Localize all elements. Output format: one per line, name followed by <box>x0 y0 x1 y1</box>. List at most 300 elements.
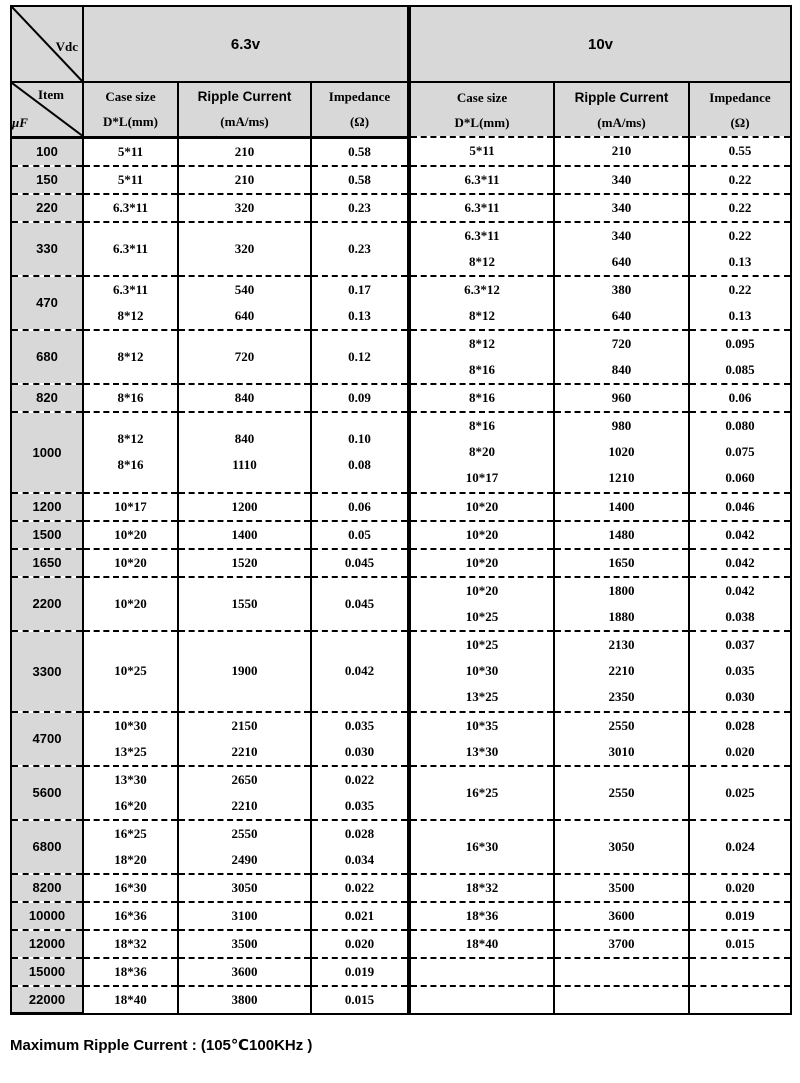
ripple-cell-6v3 <box>178 412 311 493</box>
cell-line: 2210 <box>608 663 635 678</box>
ripple-cell-6v3 <box>178 631 311 712</box>
cell-line: 6.3*11 <box>464 199 500 215</box>
cell-line: 6.3*11 <box>112 240 149 256</box>
cell-line: 210 <box>234 171 255 187</box>
ripple-cell-6v3 <box>178 820 311 874</box>
ripple-cell-10v <box>554 222 689 276</box>
table-row <box>11 330 791 384</box>
cell-line: 18*32 <box>114 935 147 951</box>
impedance-cell-6v3 <box>311 137 409 166</box>
cell-line: 2350 <box>608 689 635 704</box>
cell-line: 1210 <box>608 470 635 485</box>
ripple-cell-10v <box>554 330 689 384</box>
ripple-cell-10v <box>554 902 689 930</box>
cell-line: 3500 <box>231 935 258 951</box>
case-size-cell-6v3 <box>83 384 178 412</box>
cell-line: 0.06 <box>728 389 752 405</box>
cell-line: 640 <box>611 253 632 269</box>
uf-cell: 10000 <box>11 902 83 930</box>
impedance-cell-10v <box>689 549 791 577</box>
cell-line: 0.045 <box>344 595 375 611</box>
ripple-cell-10v <box>554 194 689 222</box>
impedance-cell-10v <box>689 577 791 631</box>
cell-line: 0.028 <box>725 717 755 733</box>
cell-line: 0.022 <box>344 879 375 895</box>
cell-line: 3050 <box>608 838 635 854</box>
cell-line: 16*30 <box>114 879 147 895</box>
cell-line: 1800 <box>608 582 635 598</box>
cell-line: 2550 <box>231 825 258 841</box>
cell-line: 720 <box>611 335 632 351</box>
impedance-cell-6v3 <box>311 631 409 712</box>
col-header-case-size-6v3: Case size D*L(mm) <box>83 82 178 137</box>
table-row <box>11 577 791 631</box>
cell-line: 3600 <box>608 907 635 923</box>
case-size-cell-6v3 <box>83 412 178 493</box>
ripple-cell-6v3 <box>178 384 311 412</box>
cell-line: 1650 <box>608 554 635 570</box>
impedance-cell-10v <box>689 766 791 820</box>
ripple-cell-6v3 <box>178 766 311 820</box>
cell-line: 10*17 <box>114 498 147 514</box>
uf-cell: 1500 <box>11 521 83 549</box>
ripple-cell-6v3 <box>178 902 311 930</box>
cell-line: 18*40 <box>114 991 147 1007</box>
ripple-cell-10v <box>554 137 689 166</box>
ripple-cell-10v <box>554 766 689 820</box>
cell-line: 1110 <box>232 457 257 472</box>
impedance-cell-6v3 <box>311 549 409 577</box>
cell-line: 0.038 <box>725 608 755 624</box>
cell-line: 0.22 <box>728 227 752 243</box>
uf-cell: 22000 <box>11 986 83 1014</box>
case-size-cell-6v3 <box>83 902 178 930</box>
cell-line: 8*16 <box>469 418 495 433</box>
uf-cell: 15000 <box>11 958 83 986</box>
uf-cell: 8200 <box>11 874 83 902</box>
case-size-cell-6v3 <box>83 493 178 521</box>
case-size-cell-10v <box>409 493 554 521</box>
case-size-cell-10v <box>409 766 554 820</box>
cell-line: 0.035 <box>725 663 755 678</box>
cell-line: 0.22 <box>728 199 752 215</box>
table-row <box>11 521 791 549</box>
cell-line: 0.035 <box>344 717 375 733</box>
col-header-ripple-6v3: Ripple Current (mA/ms) <box>178 82 311 137</box>
cell-line: 2210 <box>231 743 258 759</box>
uf-cell: 3300 <box>11 631 83 712</box>
case-size-cell-10v <box>409 412 554 493</box>
impedance-cell-6v3 <box>311 222 409 276</box>
impedance-cell-10v <box>689 958 791 986</box>
impedance-cell-10v <box>689 820 791 874</box>
cell-line: 0.22 <box>728 281 752 297</box>
cell-line: 0.13 <box>728 253 752 269</box>
impedance-cell-10v <box>689 902 791 930</box>
table-row <box>11 820 791 874</box>
cell-line: 2130 <box>608 637 635 652</box>
uf-cell: 12000 <box>11 930 83 958</box>
cell-line: 0.034 <box>344 851 375 867</box>
cell-line: 2210 <box>231 797 258 813</box>
table-row <box>11 631 791 712</box>
ripple-cell-10v <box>554 166 689 194</box>
table-row <box>11 549 791 577</box>
case-size-cell-6v3 <box>83 766 178 820</box>
cell-line: 8*16 <box>117 389 144 405</box>
table-row <box>11 384 791 412</box>
ripple-cell-10v <box>554 712 689 766</box>
cell-line: 0.22 <box>728 171 752 187</box>
cell-line: 0.046 <box>725 498 755 514</box>
impedance-cell-10v <box>689 712 791 766</box>
ripple-cell-10v <box>554 986 689 1014</box>
cell-line: 0.042 <box>725 582 755 598</box>
spec-table <box>10 5 792 1015</box>
cell-line: 0.08 <box>348 457 371 472</box>
impedance-cell-10v <box>689 384 791 412</box>
cell-line: 8*12 <box>117 348 144 364</box>
uf-cell: 820 <box>11 384 83 412</box>
impedance-cell-6v3 <box>311 384 409 412</box>
uf-cell: 6800 <box>11 820 83 874</box>
cell-line: 2490 <box>231 851 258 867</box>
cell-line: 0.085 <box>725 361 755 377</box>
impedance-cell-10v <box>689 493 791 521</box>
cell-line: 2150 <box>231 717 258 733</box>
impedance-cell-10v <box>689 166 791 194</box>
ripple-cell-6v3 <box>178 930 311 958</box>
cell-line: 13*25 <box>114 743 147 759</box>
cell-line: 320 <box>234 199 255 215</box>
uf-cell: 1200 <box>11 493 83 521</box>
uf-cell: 150 <box>11 166 83 194</box>
cell-line: 5*11 <box>117 143 144 159</box>
cell-line: 3500 <box>608 879 635 895</box>
case-size-cell-6v3 <box>83 930 178 958</box>
case-size-cell-6v3 <box>83 166 178 194</box>
impedance-cell-10v <box>689 631 791 712</box>
cell-line: 1400 <box>608 498 635 514</box>
cell-line: 2550 <box>608 784 635 800</box>
uf-cell: 330 <box>11 222 83 276</box>
cell-line: 0.09 <box>348 389 371 405</box>
cell-line: 0.015 <box>725 935 755 951</box>
cell-line: 10*20 <box>465 554 499 570</box>
table-row <box>11 930 791 958</box>
case-size-cell-10v <box>409 166 554 194</box>
cell-line: 2550 <box>608 717 635 733</box>
cell-line: 0.13 <box>728 307 752 323</box>
corner-item-cell <box>11 82 83 137</box>
cell-line: 0.075 <box>725 444 755 459</box>
cell-line: 10*20 <box>465 582 499 598</box>
cell-line: 0.019 <box>344 963 375 979</box>
cell-line: 210 <box>234 143 255 159</box>
cell-line: 13*30 <box>465 743 499 759</box>
impedance-cell-6v3 <box>311 712 409 766</box>
cell-line: 0.23 <box>348 199 371 215</box>
cell-line: 640 <box>611 307 632 323</box>
cell-line: 0.019 <box>725 907 755 923</box>
cell-line: 16*25 <box>465 784 499 800</box>
ripple-cell-10v <box>554 958 689 986</box>
cell-line: 6.3*12 <box>464 281 500 297</box>
table-row <box>11 874 791 902</box>
ripple-cell-10v <box>554 549 689 577</box>
impedance-cell-10v <box>689 412 791 493</box>
impedance-cell-10v <box>689 137 791 166</box>
col-header-impedance-10v: Impedance (Ω) <box>689 82 791 137</box>
impedance-cell-6v3 <box>311 194 409 222</box>
ripple-cell-6v3 <box>178 166 311 194</box>
impedance-cell-6v3 <box>311 766 409 820</box>
cell-line: 3010 <box>608 743 635 759</box>
cell-line: 13*30 <box>114 771 147 787</box>
cell-line: 18*40 <box>465 935 499 951</box>
case-size-cell-6v3 <box>83 194 178 222</box>
cell-line: 16*30 <box>465 838 499 854</box>
cell-line: 0.015 <box>344 991 375 1007</box>
uf-cell: 220 <box>11 194 83 222</box>
case-size-cell-6v3 <box>83 222 178 276</box>
case-size-cell-10v <box>409 330 554 384</box>
cell-line: 16*25 <box>114 825 147 841</box>
voltage-group-6v3: 6.3v <box>83 6 409 82</box>
cell-line: 0.024 <box>725 838 755 854</box>
impedance-cell-6v3 <box>311 902 409 930</box>
cell-line: 18*36 <box>114 963 147 979</box>
uf-cell: 470 <box>11 276 83 330</box>
case-size-cell-10v <box>409 222 554 276</box>
cell-line: 1400 <box>231 526 258 542</box>
impedance-cell-10v <box>689 521 791 549</box>
cell-line: 840 <box>611 361 632 377</box>
impedance-cell-6v3 <box>311 412 409 493</box>
cell-line: 10*30 <box>114 717 147 733</box>
case-size-cell-10v <box>409 820 554 874</box>
cell-line: 3050 <box>231 879 258 895</box>
voltage-group-10v: 10v <box>409 6 791 82</box>
ripple-cell-6v3 <box>178 577 311 631</box>
cell-line: 10*25 <box>465 637 499 652</box>
cell-line: 6.3*11 <box>112 281 149 297</box>
cell-line: 0.13 <box>348 307 371 323</box>
cell-line: 0.025 <box>725 784 755 800</box>
cell-line: 0.037 <box>725 637 755 652</box>
case-size-cell-10v <box>409 986 554 1014</box>
cell-line: 3100 <box>231 907 258 923</box>
impedance-cell-10v <box>689 330 791 384</box>
ripple-cell-6v3 <box>178 874 311 902</box>
ripple-cell-6v3 <box>178 330 311 384</box>
cell-line: 8*16 <box>117 457 144 472</box>
cell-line: 10*20 <box>114 554 147 570</box>
ripple-cell-10v <box>554 631 689 712</box>
cell-line: 10*35 <box>465 717 499 733</box>
cell-line: 8*16 <box>469 389 495 405</box>
cell-line: 8*16 <box>469 361 495 377</box>
cell-line: 0.10 <box>348 431 371 446</box>
uf-cell: 1000 <box>11 412 83 493</box>
ripple-cell-10v <box>554 493 689 521</box>
cell-line: 16*36 <box>114 907 147 923</box>
uf-label: μF <box>12 114 28 130</box>
ripple-cell-10v <box>554 384 689 412</box>
cell-line: 0.17 <box>348 281 371 297</box>
cell-line: 0.045 <box>344 554 375 570</box>
cell-line: 10*30 <box>465 663 499 678</box>
table-row <box>11 712 791 766</box>
impedance-cell-6v3 <box>311 986 409 1014</box>
cell-line: 10*25 <box>465 608 499 624</box>
cell-line: 10*17 <box>465 470 499 485</box>
case-size-cell-10v <box>409 276 554 330</box>
cell-line: 0.12 <box>348 348 371 364</box>
cell-line: 0.23 <box>348 240 371 256</box>
table-row <box>11 902 791 930</box>
cell-line: 980 <box>611 418 632 433</box>
case-size-cell-6v3 <box>83 276 178 330</box>
table-row <box>11 276 791 330</box>
cell-line: 210 <box>611 143 632 159</box>
impedance-cell-6v3 <box>311 874 409 902</box>
cell-line: 0.042 <box>725 526 755 542</box>
uf-cell: 5600 <box>11 766 83 820</box>
case-size-cell-10v <box>409 194 554 222</box>
impedance-cell-10v <box>689 194 791 222</box>
cell-line: 540 <box>234 281 255 297</box>
cell-line: 3800 <box>231 991 258 1007</box>
footer-note: Maximum Ripple Current : (105℃100KHz ) <box>10 1037 313 1054</box>
item-label: Item <box>38 87 64 102</box>
impedance-cell-6v3 <box>311 521 409 549</box>
ripple-cell-6v3 <box>178 222 311 276</box>
case-size-cell-10v <box>409 958 554 986</box>
cell-line: 0.028 <box>344 825 375 841</box>
ripple-cell-6v3 <box>178 137 311 166</box>
impedance-cell-10v <box>689 986 791 1014</box>
case-size-cell-10v <box>409 902 554 930</box>
impedance-cell-6v3 <box>311 276 409 330</box>
cell-line: 0.55 <box>728 143 752 159</box>
case-size-cell-10v <box>409 549 554 577</box>
table-row <box>11 958 791 986</box>
cell-line: 0.58 <box>348 143 371 159</box>
cell-line: 0.095 <box>725 335 755 351</box>
ripple-cell-10v <box>554 521 689 549</box>
cell-line: 340 <box>611 171 632 187</box>
cell-line: 8*12 <box>469 253 495 269</box>
cell-line: 0.030 <box>344 743 375 759</box>
case-size-cell-10v <box>409 521 554 549</box>
cell-line: 0.58 <box>348 171 371 187</box>
impedance-cell-6v3 <box>311 330 409 384</box>
ripple-cell-6v3 <box>178 276 311 330</box>
header-row-columns <box>11 82 791 137</box>
cell-line: 340 <box>611 227 632 243</box>
cell-line: 0.020 <box>725 879 755 895</box>
cell-line: 1480 <box>608 526 635 542</box>
cell-line: 6.3*11 <box>464 227 500 243</box>
cell-line: 1880 <box>608 608 635 624</box>
cell-line: 5*11 <box>117 171 144 187</box>
cell-line: 8*12 <box>117 307 144 323</box>
cell-line: 1520 <box>231 554 258 570</box>
cell-line: 8*12 <box>117 431 144 446</box>
vdc-label: Vdc <box>55 39 78 54</box>
cell-line: 16*20 <box>114 797 147 813</box>
case-size-cell-10v <box>409 874 554 902</box>
cell-line: 840 <box>234 389 255 405</box>
cell-line: 0.042 <box>725 554 755 570</box>
case-size-cell-10v <box>409 137 554 166</box>
ripple-cell-10v <box>554 930 689 958</box>
col-header-ripple-10v: Ripple Current (mA/ms) <box>554 82 689 137</box>
cell-line: 0.060 <box>725 470 755 485</box>
impedance-cell-10v <box>689 930 791 958</box>
cell-line: 1020 <box>608 444 635 459</box>
table-row <box>11 986 791 1014</box>
cell-line: 0.022 <box>344 771 375 787</box>
cell-line: 0.06 <box>348 498 371 514</box>
case-size-cell-6v3 <box>83 712 178 766</box>
impedance-cell-6v3 <box>311 493 409 521</box>
col-header-impedance-6v3: Impedance (Ω) <box>311 82 409 137</box>
cell-line: 0.035 <box>344 797 375 813</box>
cell-line: 18*36 <box>465 907 499 923</box>
cell-line: 8*20 <box>469 444 495 459</box>
ripple-cell-6v3 <box>178 521 311 549</box>
ripple-cell-10v <box>554 276 689 330</box>
corner-vdc-cell <box>11 6 83 82</box>
impedance-cell-6v3 <box>311 820 409 874</box>
table-row <box>11 766 791 820</box>
cell-line: 10*20 <box>465 526 499 542</box>
impedance-cell-10v <box>689 276 791 330</box>
table-row <box>11 222 791 276</box>
table-row <box>11 194 791 222</box>
ripple-cell-6v3 <box>178 549 311 577</box>
cell-line: 5*11 <box>469 143 495 159</box>
cell-line: 0.021 <box>344 907 375 923</box>
cell-line: 720 <box>234 348 255 364</box>
cell-line: 13*25 <box>465 689 499 704</box>
cell-line: 960 <box>611 389 632 405</box>
case-size-cell-10v <box>409 712 554 766</box>
case-size-cell-10v <box>409 930 554 958</box>
case-size-cell-6v3 <box>83 986 178 1014</box>
case-size-cell-6v3 <box>83 521 178 549</box>
cell-line: 320 <box>234 240 255 256</box>
cell-line: 1550 <box>231 595 258 611</box>
impedance-cell-6v3 <box>311 166 409 194</box>
cell-line: 10*25 <box>114 663 147 678</box>
impedance-cell-10v <box>689 222 791 276</box>
case-size-cell-10v <box>409 384 554 412</box>
ripple-cell-10v <box>554 820 689 874</box>
cell-line: 0.042 <box>344 663 375 678</box>
table-row <box>11 493 791 521</box>
cell-line: 8*12 <box>469 307 495 323</box>
case-size-cell-6v3 <box>83 874 178 902</box>
impedance-cell-6v3 <box>311 577 409 631</box>
uf-cell: 100 <box>11 137 83 166</box>
cell-line: 380 <box>611 281 632 297</box>
case-size-cell-6v3 <box>83 549 178 577</box>
impedance-cell-10v <box>689 874 791 902</box>
cell-line: 8*12 <box>469 335 495 351</box>
